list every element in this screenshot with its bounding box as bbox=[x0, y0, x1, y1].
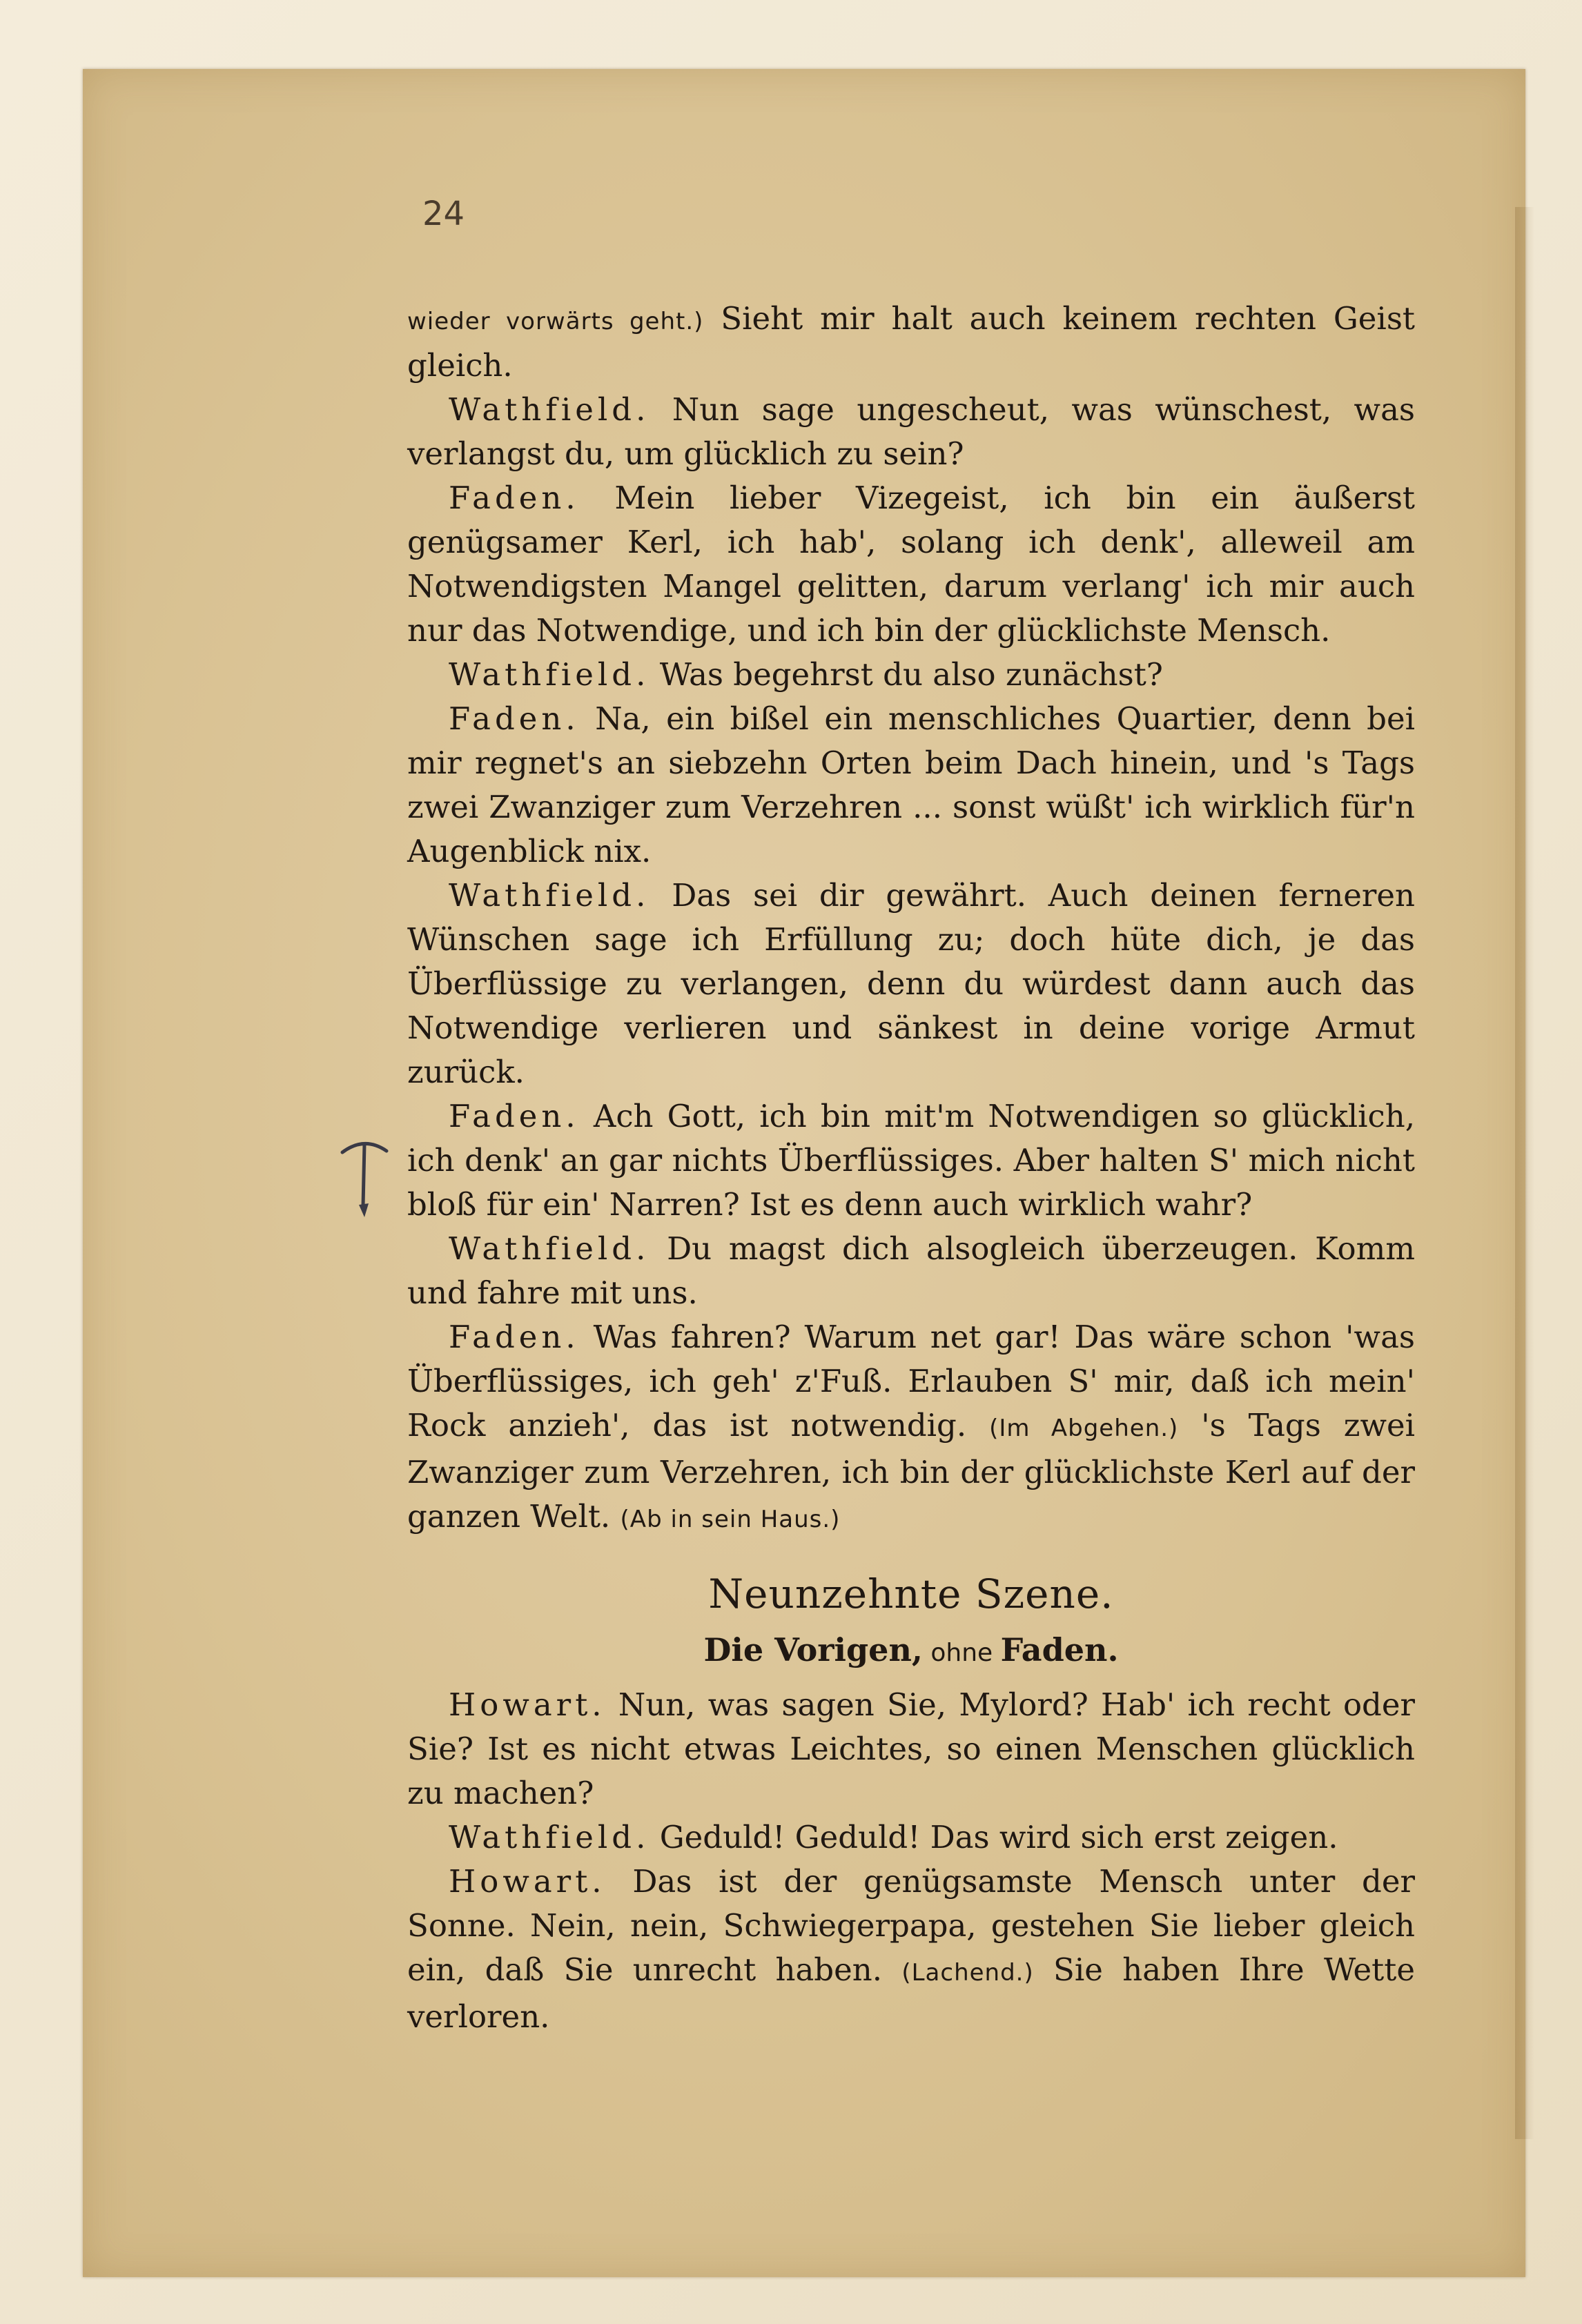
text-column bbox=[407, 297, 1415, 2039]
paragraph-5 bbox=[407, 697, 1415, 874]
pencil-margin-mark bbox=[337, 1132, 392, 1228]
speaker-name: Howart. bbox=[449, 1863, 606, 1900]
speaker-name: Wathfield. bbox=[449, 877, 650, 914]
paragraph-6 bbox=[407, 874, 1415, 1094]
scene-persons bbox=[407, 1626, 1415, 1677]
speech-text: Ach Gott, ich bin mit'm Notwendigen so glücklich, ich denk' an gar nichts Überflüssiges. Aber halten S' mich nicht bloß für ein' Narren? Ist es denn auch wirklich wahr? bbox=[407, 1098, 1415, 1223]
speech-text: Mein lieber Vizegeist, ich bin ein äußerst genügsamer Kerl, ich hab', solang ich denk', alleweil am Notwendigsten Mangel gelitten, darum verlang' ich mir auch nur das Notwendige, und ich bin der glücklichste Mensch. bbox=[407, 480, 1415, 649]
speaker-name: Faden. bbox=[449, 480, 580, 516]
speaker-name: Wathfield. bbox=[449, 1819, 650, 1855]
speech-text: Das sei dir gewährt. Auch deinen ferneren Wünschen sage ich Erfüllung zu; doch hüte dich, je das Überflüssige zu verlangen, denn du würdest dann auch das Notwendige verlieren und sänkest in deine vorige Armut zurück. bbox=[407, 877, 1415, 1090]
stage-direction: (Lachend.) bbox=[901, 1959, 1034, 1987]
paragraph-4 bbox=[407, 653, 1415, 697]
speech-text: Sieht mir halt auch keinem rechten Geist gleich. bbox=[407, 300, 1415, 384]
stage-direction: wieder vorwärts geht.) bbox=[407, 308, 704, 335]
scene-title: Neunzehnte Szene. bbox=[708, 1570, 1114, 1617]
page-number: 24 bbox=[422, 195, 465, 233]
paragraph-7 bbox=[407, 1094, 1415, 1227]
paragraph-1 bbox=[407, 297, 1415, 388]
speech-text: Geduld! Geduld! Das wird sich erst zeigen. bbox=[650, 1819, 1338, 1855]
paragraph-8 bbox=[407, 1227, 1415, 1315]
speech-text: Was fahren? Warum net gar! Das wäre schon 'was Überflüssiges, ich geh' z'Fuß. Erlauben S' mir, daß ich mein' Rock anzieh', das ist notwendig. bbox=[407, 1319, 1415, 1444]
speaker-name: Wathfield. bbox=[449, 391, 650, 428]
persons-present: Die Vorigen, bbox=[703, 1631, 923, 1668]
paragraph-11 bbox=[407, 1815, 1415, 1860]
paragraph-9 bbox=[407, 1315, 1415, 1542]
paragraph-10 bbox=[407, 1683, 1415, 1815]
speech-text: Was begehrst du also zunächst? bbox=[650, 656, 1163, 693]
speaker-name: Wathfield. bbox=[449, 1230, 650, 1267]
speech-text: Sie haben Ihre Wette verloren. bbox=[407, 1951, 1415, 2035]
speaker-name: Howart. bbox=[449, 1686, 606, 1723]
speech-text: Du magst dich alsogleich überzeugen. Komm und fahre mit uns. bbox=[407, 1230, 1415, 1311]
speech-text: Das ist der genügsamste Mensch unter der Sonne. Nein, nein, Schwiegerpapa, gestehen Sie lieber gleich ein, daß Sie unrecht haben. bbox=[407, 1863, 1415, 1988]
speech-text: 's Tags zwei Zwanziger zum Verzehren, ich bin der glücklichste Kerl auf der ganzen Welt. bbox=[407, 1407, 1415, 1535]
speech-text: Nun, was sagen Sie, Mylord? Hab' ich recht oder Sie? Ist es nicht etwas Leichtes, so einen Menschen glücklich zu machen? bbox=[407, 1686, 1415, 1811]
paragraph-2 bbox=[407, 388, 1415, 476]
stage-direction: (Ab in sein Haus.) bbox=[620, 1506, 841, 1533]
persons-absent: Faden. bbox=[1000, 1631, 1119, 1668]
paragraph-12 bbox=[407, 1860, 1415, 2039]
persons-connector: ohne bbox=[922, 1639, 1001, 1667]
speaker-name: Wathfield. bbox=[449, 656, 650, 693]
speaker-name: Faden. bbox=[449, 1098, 580, 1134]
stage-direction: (Im Abgehen.) bbox=[989, 1415, 1179, 1442]
page-fold-shadow bbox=[1515, 207, 1534, 2139]
speaker-name: Faden. bbox=[449, 1319, 580, 1355]
speaker-name: Faden. bbox=[449, 700, 580, 737]
speech-text: Na, ein bißel ein menschliches Quartier, denn bei mir regnet's an siebzehn Orten beim Dach hinein, und 's Tags zwei Zwanziger zum Verzehren ... sonst wüßt' ich wirklich für'n Augenblick nix. bbox=[407, 700, 1415, 869]
speech-text: Nun sage ungescheut, was wünschest, was verlangst du, um glücklich zu sein? bbox=[407, 391, 1415, 472]
paragraph-3 bbox=[407, 476, 1415, 653]
